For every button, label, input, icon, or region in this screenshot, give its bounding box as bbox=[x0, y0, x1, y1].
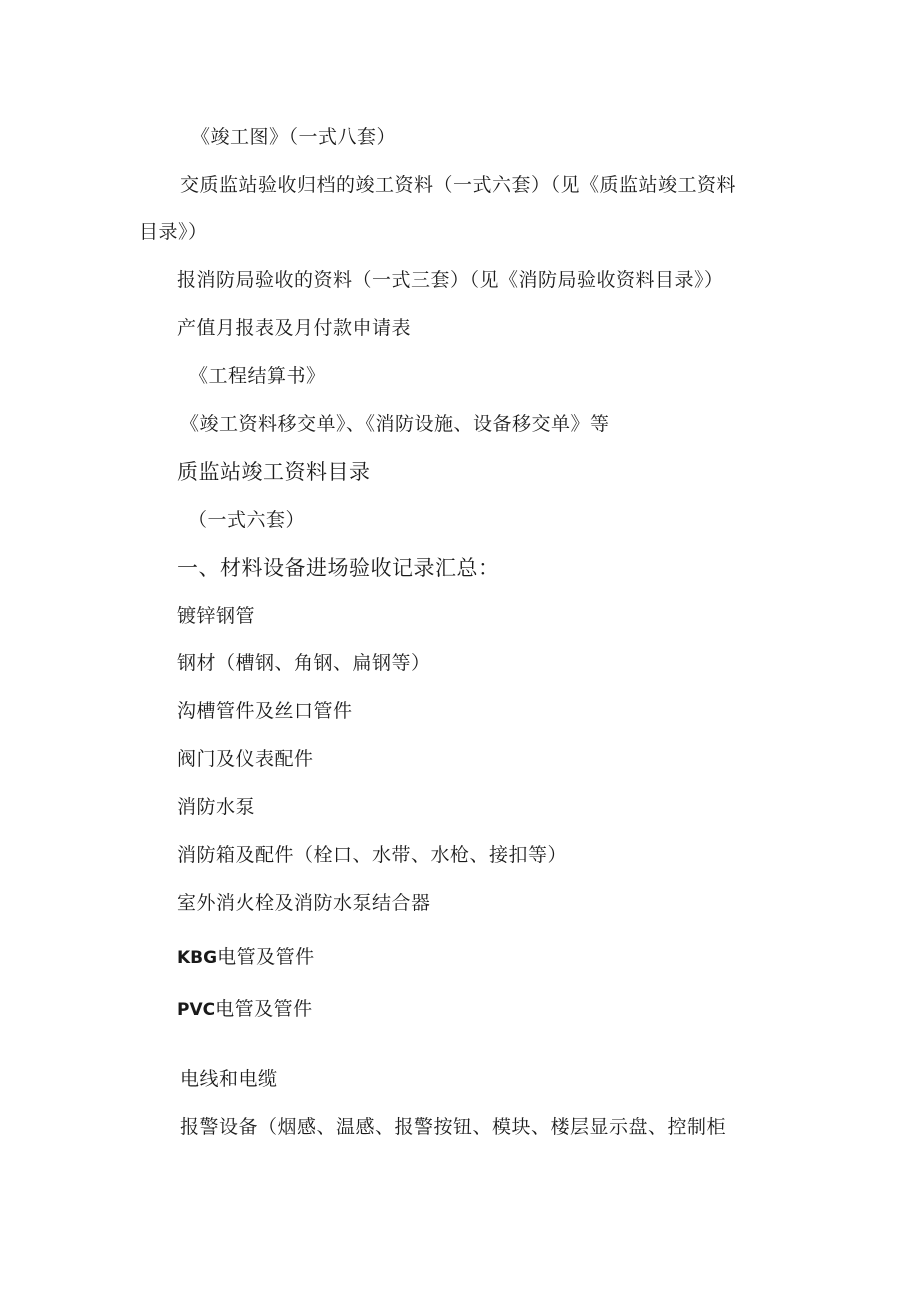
list-item-fire-box: 消防箱及配件（栓口、水带、水枪、接扣等） bbox=[177, 844, 568, 866]
doc-title: 质监站竣工资料目录 bbox=[177, 460, 371, 484]
list-item-fire-pump: 消防水泵 bbox=[177, 796, 256, 818]
list-item-pvc-conduit bbox=[177, 997, 313, 1022]
list-item-steel: 钢材（槽钢、角钢、扁钢等） bbox=[177, 652, 431, 674]
doc-line-quality-station-archive: 交质监站验收归档的竣工资料（一式六套）（见《质监站竣工资料 bbox=[180, 174, 737, 196]
list-item-kbg-prefix: KBG bbox=[177, 948, 218, 968]
doc-line-monthly-report: 产值月报表及月付款申请表 bbox=[177, 317, 412, 339]
list-item-alarm-equipment: 报警设备（烟感、温感、报警按钮、模块、楼层显示盘、控制柜 bbox=[180, 1116, 727, 1138]
list-item-outdoor-hydrant: 室外消火栓及消防水泵结合器 bbox=[177, 892, 431, 914]
list-item-kbg-text: 电管及管件 bbox=[217, 946, 315, 968]
doc-line-fire-bureau-materials: 报消防局验收的资料（一式三套）（见《消防局验收资料目录》） bbox=[177, 269, 724, 291]
section-heading-material-acceptance: 一、材料设备进场验收记录汇总： bbox=[177, 556, 500, 580]
list-item-wires-cables: 电线和电缆 bbox=[180, 1068, 278, 1090]
list-item-galvanized-pipe: 镀锌钢管 bbox=[177, 605, 256, 627]
doc-line-settlement-book: 《工程结算书》 bbox=[189, 365, 326, 387]
doc-subtitle: （一式六套） bbox=[188, 509, 306, 531]
list-item-valves: 阀门及仪表配件 bbox=[177, 748, 314, 770]
list-item-pvc-text: 电管及管件 bbox=[215, 998, 313, 1020]
doc-line-quality-station-archive-cont: 目录》） bbox=[139, 221, 208, 243]
doc-line-as-built-drawings: 《竣工图》（一式八套） bbox=[191, 126, 397, 148]
list-item-pvc-prefix: PVC bbox=[177, 1000, 216, 1020]
list-item-kbg-conduit bbox=[177, 945, 315, 970]
list-item-grooved-fittings: 沟槽管件及丝口管件 bbox=[177, 700, 353, 722]
doc-line-handover-sheets: 《竣工资料移交单》、《消防设施、设备移交单》等 bbox=[180, 413, 610, 435]
